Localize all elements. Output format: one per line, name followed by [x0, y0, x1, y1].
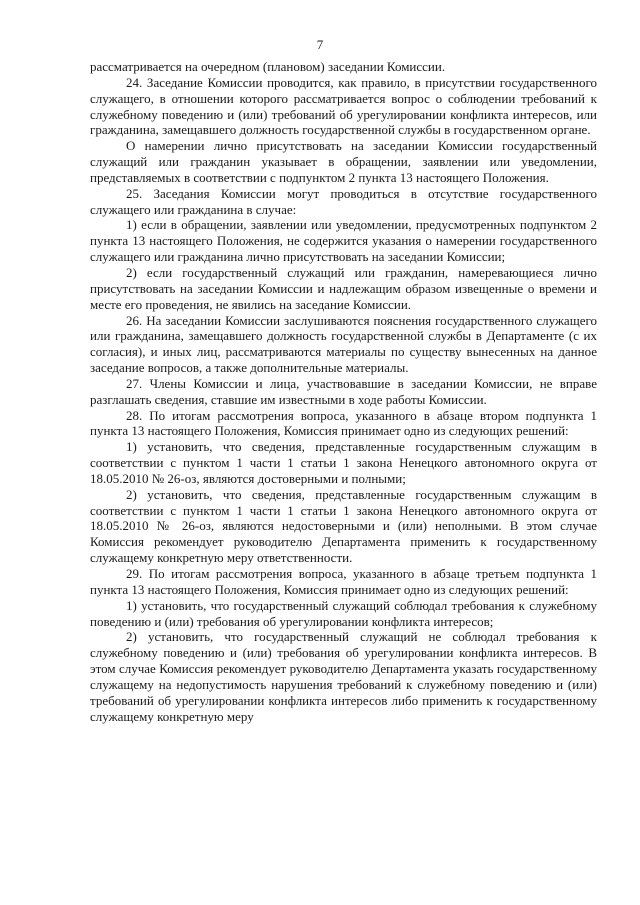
paragraph-27: 27. Члены Комиссии и лица, участвовавшие в заседании Комиссии, не вправе разглашать сведения, ставшие им известными в ходе работы Комиссии.	[90, 375, 597, 407]
paragraph-28: 28. По итогам рассмотрения вопроса, указанного в абзаце втором подпункта 1 пункта 13 настоящего Положения, Комиссия принимает одно из следующих решений:	[90, 407, 597, 439]
paragraph-29-item-2: 2) установить, что государственный служащий не соблюдал требования к служебному поведению и (или) требования об урегулировании конфликта интересов. В этом случае Комиссия рекомендует руководителю Департамента указать государственному служащему на недопустимость нарушения требований к служебному поведению и (или) требований об урегулировании конфликта интересов либо применить к государственному служащему конкретную меру	[90, 629, 597, 724]
paragraph-29: 29. По итогам рассмотрения вопроса, указанного в абзаце третьем подпункта 1 пункта 13 настоящего Положения, Комиссия принимает одно из следующих решений:	[90, 566, 597, 597]
paragraph-25-item-2: 2) если государственный служащий или гражданин, намеревающиеся лично присутствовать на заседании Комиссии и надлежащим образом извещенные о времени и месте его проведения, не явились на заседание Комиссии.	[90, 264, 597, 312]
paragraph-continuation: рассматривается на очередном (плановом) заседании Комиссии.	[90, 59, 446, 74]
paragraph-28-item-1: 1) установить, что сведения, представленные государственным служащим в соответствии с пунктом 1 части 1 статьи 1 закона Ненецкого автономного округа от 18.05.2010 № 26-оз, являются достоверными и полными;	[90, 439, 597, 486]
paragraph-24-intent: О намерении лично присутствовать на заседании Комиссии государственный служащий или гражданин указывает в обращении, заявлении или уведомлении, представляемых в соответствии с подпунктом 2 пункта 13 настоящего Положения.	[90, 138, 597, 185]
paragraph-29-item-1: 1) установить, что государственный служащий соблюдал требования к служебному поведению и (или) требования об урегулировании конфликта интересов;	[90, 597, 597, 629]
paragraph-25: 25. Заседания Комиссии могут проводиться в отсутствие государственного служащего или гражданина в случае:	[90, 185, 597, 217]
paragraph-25-item-1: 1) если в обращении, заявлении или уведомлении, предусмотренных подпунктом 2 пункта 13 настоящего Положения, не содержится указания о намерении государственного служащего или гражданина лично присутствовать на заседании Комиссии;	[90, 217, 597, 265]
paragraph-28-item-2: 2) установить, что сведения, представленные государственным служащим в соответствии с пунктом 1 части 1 статьи 1 закона Ненецкого автономного округа от 18.05.2010 № 26-оз, являются недостоверными и (или) неполными. В этом случае Комиссия рекомендует руководителю Департамента применить к государственному служащему конкретную меру ответственности.	[90, 486, 597, 566]
document-body	[90, 59, 597, 724]
paragraph-26: 26. На заседании Комиссии заслушиваются пояснения государственного служащего или гражданина, замещавшего должность государственной службы в Департаменте (с их согласия), и иных лиц, рассматриваются материалы по существу вынесенных на данное заседание вопросов, а также дополнительные материалы.	[90, 312, 597, 376]
paragraph-24: 24. Заседание Комиссии проводится, как правило, в присутствии государственного служащего, в отношении которого рассматривается вопрос о соблюдении требований к служебному поведению и (или) требований об урегулировании конфликта интересов, или гражданина, замещавшего должность государственной службы в государственном органе.	[90, 74, 597, 138]
page-number: 7	[316, 37, 324, 52]
